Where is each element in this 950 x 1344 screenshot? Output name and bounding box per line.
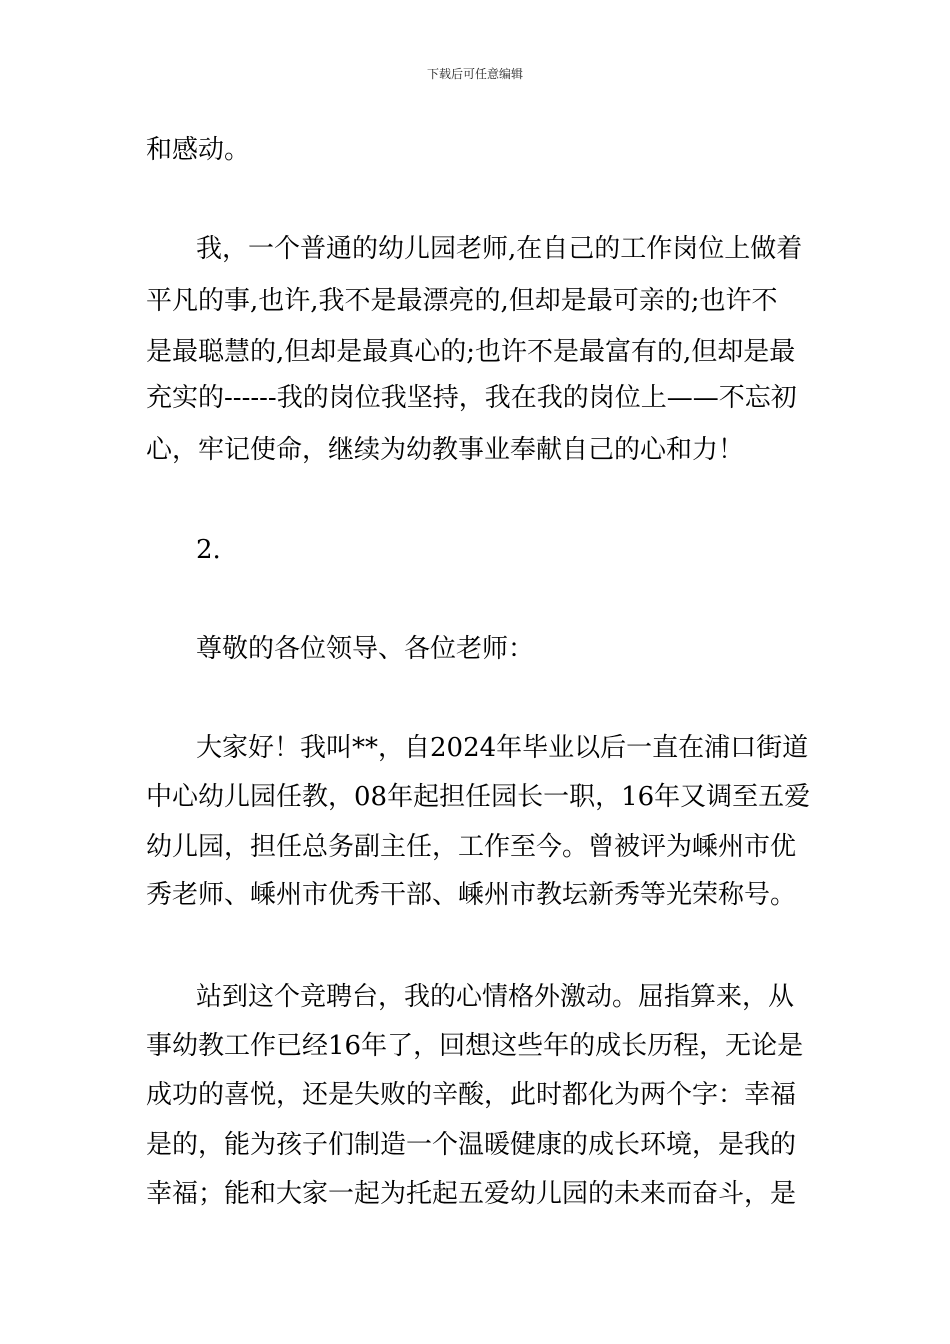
text-line: 事幼教工作已经16年了，回想这些年的成长历程，无论是 — [146, 1031, 804, 1061]
salutation: 尊敬的各位领导、各位老师： — [196, 634, 535, 664]
text-line: 是的，能为孩子们制造一个温暖健康的成长环境，是我的 — [146, 1130, 797, 1160]
paragraph-first-line: 我，一个普通的幼儿园老师,在自己的工作岗位上做着 — [196, 234, 803, 264]
text-line: 幸福；能和大家一起为托起五爱幼儿园的未来而奋斗，是 — [146, 1179, 797, 1209]
text-line: 是最聪慧的,但却是最真心的;也许不是最富有的,但却是最 — [146, 337, 796, 367]
text-line: 充实的------我的岗位我坚持，我在我的岗位上——不忘初 — [146, 383, 797, 413]
text-line: 中心幼儿园任教，08年起担任园长一职，16年又调至五爱 — [146, 782, 811, 812]
text-line: 成功的喜悦，还是失败的辛酸，此时都化为两个字：幸福 — [146, 1080, 797, 1110]
text-line: 平凡的事,也许,我不是最漂亮的,但却是最可亲的;也许不 — [146, 286, 778, 316]
text-line: 心，牢记使命，继续为幼教事业奉献自己的心和力！ — [146, 435, 745, 465]
section-number: 2. — [196, 535, 221, 565]
header-note: 下载后可任意编辑 — [426, 67, 523, 81]
text-line: 和感动。 — [146, 135, 251, 165]
paragraph-first-line: 站到这个竞聘台，我的心情格外激动。屈指算来，从 — [196, 982, 795, 1012]
text-line: 秀老师、嵊州市优秀干部、嵊州市教坛新秀等光荣称号。 — [146, 880, 797, 910]
paragraph-first-line: 大家好！我叫**，自2024年毕业以后一直在浦口街道 — [196, 733, 809, 763]
text-line: 幼儿园，担任总务副主任，工作至今。曾被评为嵊州市优 — [146, 832, 797, 862]
